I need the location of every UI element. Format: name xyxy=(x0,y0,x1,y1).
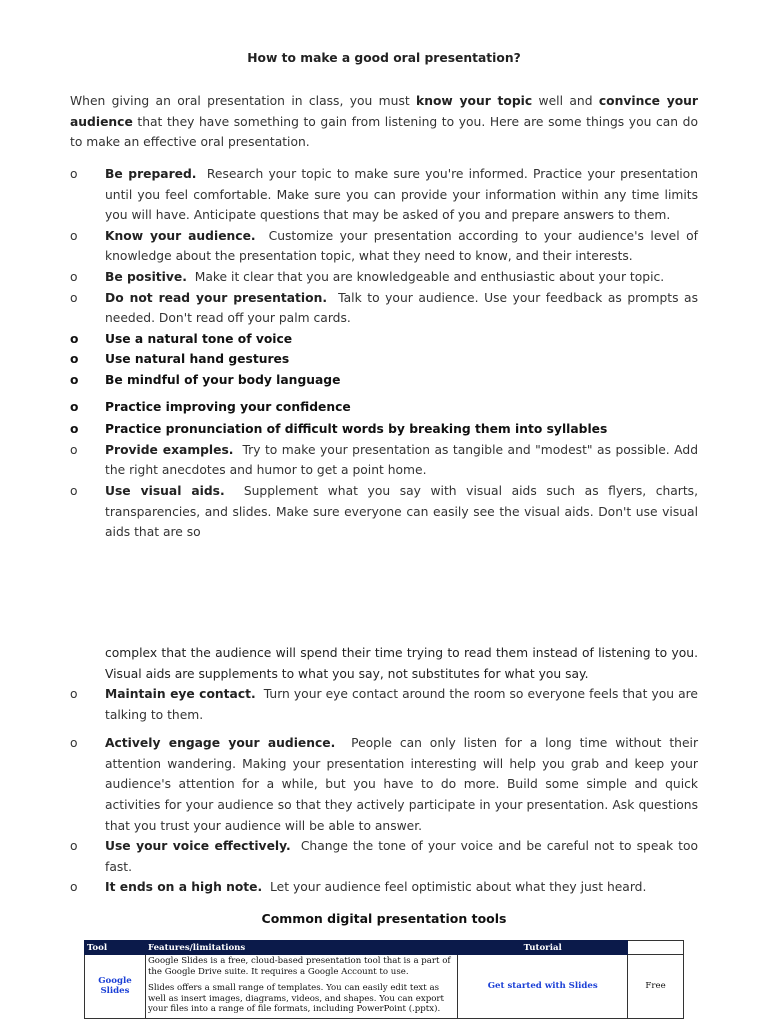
intro-paragraph: When giving an oral presentation in class, you must know your topic well and convince your audience that they have something to gain from listening to you. Here are some things you can do to make an effective oral presentation. xyxy=(70,94,699,149)
bullet-marker: o xyxy=(70,736,78,751)
list-item: o Use a natural tone of voice xyxy=(70,329,698,350)
intro-emphasis-audience: convince your audience xyxy=(70,94,699,129)
tools-table xyxy=(84,940,684,1019)
list-item: o Actively engage your audience. People can only listen for a long time without their attention wandering. Making your presentation interesting will help you grab and keep your audience's attention for a while, but you have to do more. Build some simple and quick activities for your audience so that they actively participate in your presentation. Ask questions that you trust your audience will be able to answer. xyxy=(70,733,698,836)
intro-emphasis-topic: know your topic xyxy=(416,94,533,108)
tool-name-cell[interactable]: Google Slides xyxy=(85,955,146,1019)
list-item: o Maintain eye contact. Turn your eye contact around the room so everyone feels that you are talking to them. xyxy=(70,684,698,725)
bullet-marker: o xyxy=(70,399,79,414)
list-item: o Use visual aids. Supplement what you say with visual aids such as flyers, charts, transparencies, and slides. Make sure everyone can easily see the visual aids. Don't use visual aids that are so xyxy=(70,481,698,543)
list-item: o Be mindful of your body language xyxy=(70,370,698,391)
tutorial-link[interactable]: Get started with Slides xyxy=(458,955,628,1019)
header-tool: Tool xyxy=(85,941,146,955)
list-item: o Practice pronunciation of difficult words by breaking them into syllables xyxy=(70,419,698,440)
bullet-marker: o xyxy=(70,839,78,854)
bullet-marker: o xyxy=(70,352,79,367)
list-item: o It ends on a high note. Let your audience feel optimistic about what they just heard. xyxy=(70,877,698,898)
bullet-marker: o xyxy=(70,422,79,437)
table-row xyxy=(85,955,684,1019)
page-title: How to make a good oral presentation? xyxy=(247,51,521,65)
price-cell: Free xyxy=(628,955,684,1019)
bullet-marker: o xyxy=(70,269,78,284)
bullet-marker: o xyxy=(70,483,78,498)
list-item: o Be positive. Make it clear that you are knowledgeable and enthusiastic about your topic. xyxy=(70,267,698,288)
list-item: o Use your voice effectively. Change the tone of your voice and be careful not to speak too fast. xyxy=(70,836,698,877)
features-cell: Google Slides is a free, cloud-based presentation tool that is a part of the Google Drive suite. It requires a Google Account to use. Slides offers a small range of templates. You can easily edit text as well as insert images, diagrams, videos, and shapes. You can export your files into a range of file formats, including PowerPoint (.pptx). xyxy=(145,955,457,1019)
bullet-marker: o xyxy=(70,167,78,181)
visual-aids-continuation: complex that the audience will spend their time trying to read them instead of listening to you. Visual aids are supplements to what you say, not substitutes for what you say. xyxy=(105,646,698,681)
bullet-marker: o xyxy=(70,228,78,243)
tips-list xyxy=(70,164,698,543)
tools-section-title: Common digital presentation tools xyxy=(261,911,507,926)
table-header-row xyxy=(85,941,684,955)
bullet-marker: o xyxy=(70,331,79,346)
list-item: o Practice improving your confidence xyxy=(70,397,698,418)
header-tutorial: Tutorial xyxy=(458,941,628,955)
list-item: o Know your audience. Customize your presentation according to your audience's level of knowledge about the presentation topic, what they need to know, and their interests. xyxy=(70,226,698,267)
bullet-marker: o xyxy=(70,442,78,457)
header-features: Features/limitations xyxy=(145,941,457,955)
header-price xyxy=(628,941,684,955)
list-item: o Do not read your presentation. Talk to your audience. Use your feedback as prompts as needed. Don't read off your palm cards. xyxy=(70,288,698,329)
bullet-marker: o xyxy=(70,687,78,701)
bullet-marker: o xyxy=(70,290,78,305)
list-item: o Provide examples. Try to make your presentation as tangible and "modest" as possible. Add the right anecdotes and humor to get a point home. xyxy=(70,440,698,481)
list-item: o Be prepared. Research your topic to make sure you're informed. Practice your presentation until you feel comfortable. Make sure you can provide your information within any time limits you will have. Anticipate questions that may be asked of you and prepare answers to them. xyxy=(70,164,698,226)
list-item: o Use natural hand gestures xyxy=(70,349,698,370)
tips-list-continued xyxy=(70,684,698,898)
bullet-marker: o xyxy=(70,880,78,895)
bullet-marker: o xyxy=(70,372,79,387)
